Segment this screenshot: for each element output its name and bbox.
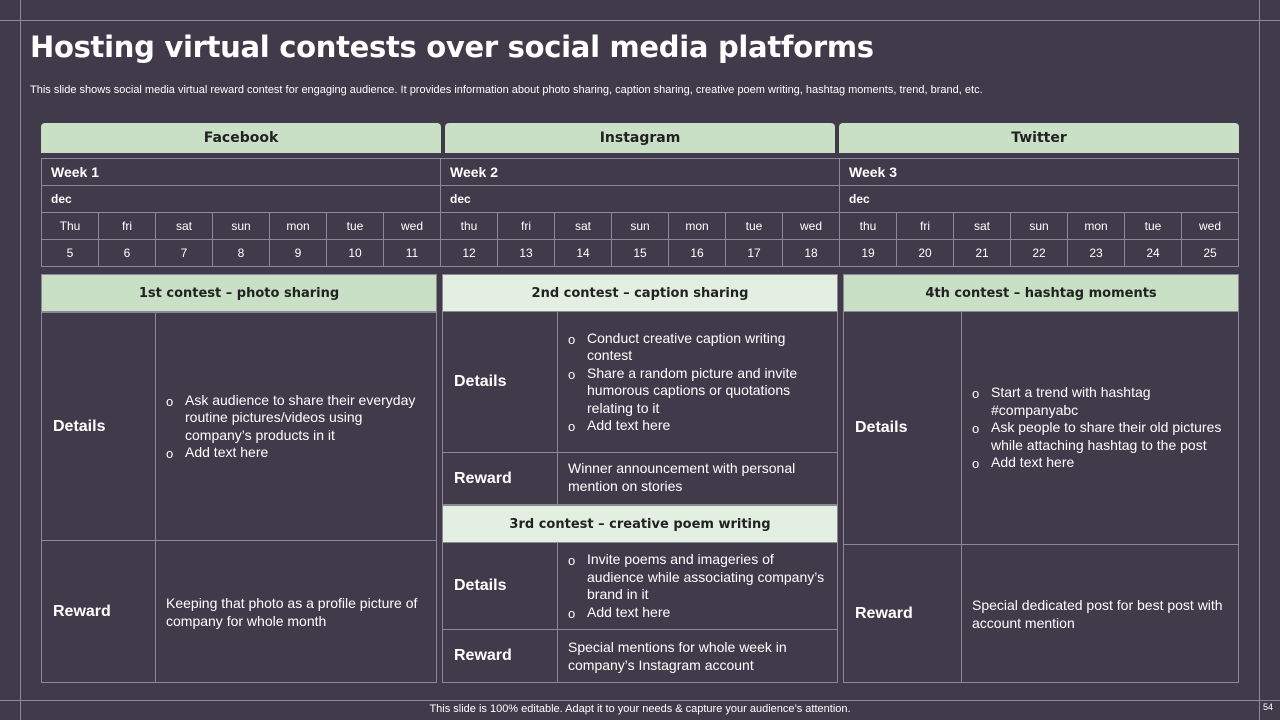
contest3-reward-row xyxy=(442,629,838,683)
date-cell: 5 xyxy=(42,240,99,267)
frame-right-line xyxy=(1259,0,1260,720)
contest2-details-text xyxy=(558,312,837,452)
day-cell: sun xyxy=(612,213,669,240)
contest4-reward-text: Special dedicated post for best post with account mention xyxy=(972,597,1223,631)
contest3-detail-item: o Invite poems and imageries of audience while associating company’s brand in it xyxy=(568,551,825,604)
day-cell: fri xyxy=(99,213,156,240)
contest2-detail-item: o Share a random picture and invite humorous captions or quotations relating to it xyxy=(568,365,825,418)
day-cell: fri xyxy=(897,213,954,240)
contest1-details-label: Details xyxy=(42,313,156,540)
month-cell-3: dec xyxy=(840,186,1239,213)
date-cell: 22 xyxy=(1011,240,1068,267)
day-row xyxy=(42,213,1239,240)
date-cell: 8 xyxy=(213,240,270,267)
day-cell: tue xyxy=(1125,213,1182,240)
frame-top-line xyxy=(0,20,1280,21)
contest2-detail-item: o Conduct creative caption writing contest xyxy=(568,330,825,365)
day-cell: mon xyxy=(270,213,327,240)
contest3-header: 3rd contest – creative poem writing xyxy=(442,505,838,543)
page-title: Hosting virtual contests over social media platforms xyxy=(30,30,874,64)
day-cell: wed xyxy=(1182,213,1239,240)
week-cell-2: Week 2 xyxy=(441,159,840,186)
day-cell: sat xyxy=(954,213,1011,240)
contest1-reward-text: Keeping that photo as a profile picture of company for whole month xyxy=(166,595,418,629)
page-subtitle: This slide shows social media virtual reward contest for engaging audience. It provides information about photo sharing, caption sharing, creative poem writing, hashtag moments, trend, brand, etc. xyxy=(30,84,983,96)
date-cell: 13 xyxy=(498,240,555,267)
contest3-details-row xyxy=(442,542,838,630)
contest4-details-text xyxy=(962,312,1238,544)
calendar-table xyxy=(41,158,1239,267)
date-cell: 23 xyxy=(1068,240,1125,267)
date-cell: 24 xyxy=(1125,240,1182,267)
contest4-details-label: Details xyxy=(844,312,962,544)
footer-note: This slide is 100% editable. Adapt it to your needs & capture your audience’s attention. xyxy=(429,703,851,715)
contest1-header: 1st contest – photo sharing xyxy=(41,274,437,312)
contest4-detail-item: o Add text here xyxy=(972,454,1226,472)
date-cell: 10 xyxy=(327,240,384,267)
day-cell: wed xyxy=(384,213,441,240)
contest1-detail-item: o Ask audience to share their everyday routine pictures/videos using company’s products in it xyxy=(166,392,424,445)
date-cell: 15 xyxy=(612,240,669,267)
day-cell: fri xyxy=(498,213,555,240)
date-cell: 12 xyxy=(441,240,498,267)
date-row xyxy=(42,240,1239,267)
week-row xyxy=(42,159,1239,186)
day-cell: tue xyxy=(327,213,384,240)
contest3-details-text xyxy=(558,543,837,629)
contest1-details-row xyxy=(41,312,437,541)
date-cell: 14 xyxy=(555,240,612,267)
date-cell: 19 xyxy=(840,240,897,267)
contest2-detail-item: o Add text here xyxy=(568,417,825,435)
day-cell: mon xyxy=(1068,213,1125,240)
day-cell: thu xyxy=(441,213,498,240)
contest4-header: 4th contest – hashtag moments xyxy=(843,274,1239,312)
contest4-reward-row xyxy=(843,544,1239,683)
week-cell-3: Week 3 xyxy=(840,159,1239,186)
date-cell: 6 xyxy=(99,240,156,267)
date-cell: 16 xyxy=(669,240,726,267)
contest3-reward-text: Special mentions for whole week in company’s Instagram account xyxy=(568,639,787,673)
date-cell: 25 xyxy=(1182,240,1239,267)
contest2-reward-text: Winner announcement with personal mention on stories xyxy=(568,460,796,494)
contest2-header: 2nd contest – caption sharing xyxy=(442,274,838,312)
day-cell: thu xyxy=(840,213,897,240)
date-cell: 17 xyxy=(726,240,783,267)
date-cell: 18 xyxy=(783,240,840,267)
contest2-reward-row xyxy=(442,452,838,505)
contest3-details-label: Details xyxy=(443,543,558,629)
day-cell: sat xyxy=(555,213,612,240)
tab-instagram[interactable]: Instagram xyxy=(445,123,835,153)
day-cell: mon xyxy=(669,213,726,240)
day-cell: tue xyxy=(726,213,783,240)
date-cell: 7 xyxy=(156,240,213,267)
contest2-details-row xyxy=(442,311,838,453)
tab-twitter[interactable]: Twitter xyxy=(839,123,1239,153)
month-cell-2: dec xyxy=(441,186,840,213)
page-number: 54 xyxy=(1263,702,1274,712)
day-cell: sun xyxy=(1011,213,1068,240)
contest4-reward-label: Reward xyxy=(844,545,962,682)
day-cell: sun xyxy=(213,213,270,240)
month-cell-1: dec xyxy=(42,186,441,213)
contest3-reward-label: Reward xyxy=(443,630,558,682)
contest4-detail-item: o Ask people to share their old pictures while attaching hashtag to the post xyxy=(972,419,1226,454)
date-cell: 20 xyxy=(897,240,954,267)
date-cell: 11 xyxy=(384,240,441,267)
contest1-details-text xyxy=(156,313,436,540)
contest4-detail-item: o Start a trend with hashtag #companyabc xyxy=(972,384,1226,419)
contest1-detail-item: o Add text here xyxy=(166,444,424,462)
contest1-reward-label: Reward xyxy=(42,541,156,682)
day-cell: Thu xyxy=(42,213,99,240)
date-cell: 9 xyxy=(270,240,327,267)
contest1-reward-row xyxy=(41,540,437,683)
contest2-details-label: Details xyxy=(443,312,558,452)
tab-facebook[interactable]: Facebook xyxy=(41,123,441,153)
day-cell: sat xyxy=(156,213,213,240)
frame-bottom-line xyxy=(0,700,1280,701)
week-cell-1: Week 1 xyxy=(42,159,441,186)
contest2-reward-label: Reward xyxy=(443,453,558,504)
day-cell: wed xyxy=(783,213,840,240)
month-row xyxy=(42,186,1239,213)
frame-left-line xyxy=(20,0,21,720)
contest4-details-row xyxy=(843,311,1239,545)
contest3-detail-item: o Add text here xyxy=(568,604,825,622)
date-cell: 21 xyxy=(954,240,1011,267)
